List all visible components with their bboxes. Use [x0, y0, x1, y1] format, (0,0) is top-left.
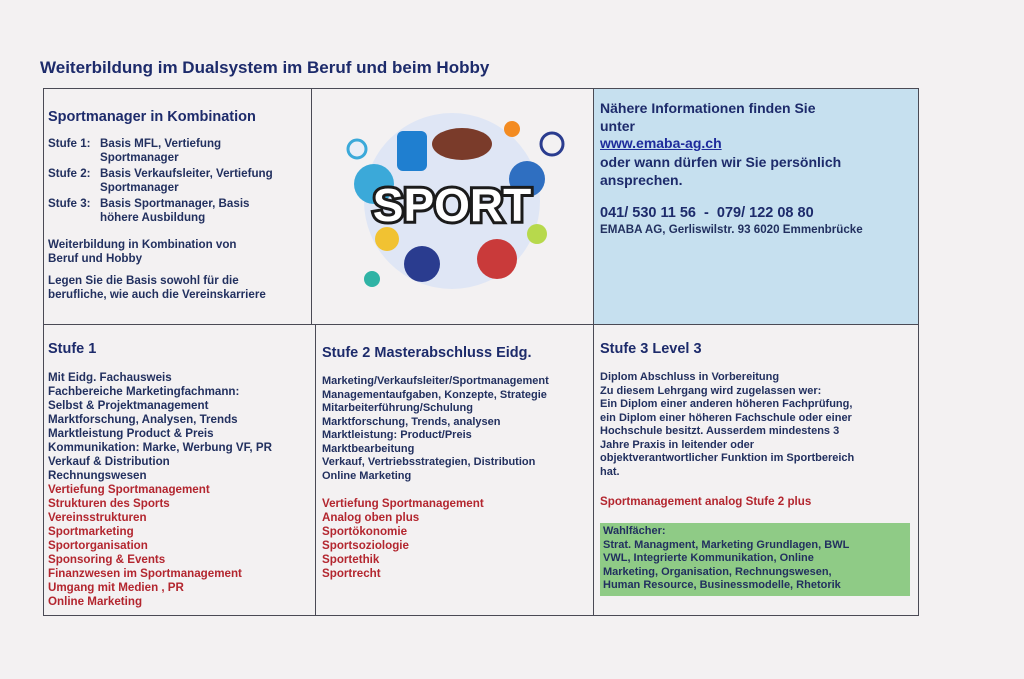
list-item: Fachbereiche Marketingfachmann:	[48, 385, 240, 398]
stufe-label: Stufe 3:	[48, 197, 91, 210]
list-item: Sportmarketing	[48, 525, 134, 538]
stufe-text: Basis MFL, Vertiefung	[100, 137, 222, 150]
contact-line: oder wann dürfen wir Sie persönlich	[600, 154, 842, 170]
list-item: Kommunikation: Marke, Werbung VF, PR	[48, 441, 272, 454]
sport-illustration	[312, 89, 593, 324]
stufe1-heading: Stufe 1	[48, 341, 97, 357]
stufe-text: Sportmanager	[100, 181, 179, 194]
stufe-label: Stufe 1:	[48, 137, 91, 150]
stufe-text: Basis Verkaufsleiter, Vertiefung	[100, 167, 273, 180]
list-item: Strat. Managment, Marketing Grundlagen, BWL	[603, 538, 850, 551]
list-item: Sportrecht	[322, 567, 381, 580]
stufe2-red-list	[322, 497, 589, 581]
list-item: objektverantwortlicher Funktion im Sportbereich	[600, 452, 855, 464]
stufe2-cell	[316, 325, 593, 615]
list-item: Zu diesem Lehrgang wird zugelassen wer:	[600, 384, 822, 397]
list-item: Sponsoring & Events	[48, 553, 166, 566]
ball-icon	[404, 246, 440, 282]
list-item: Marktleistung Product & Preis	[48, 427, 214, 440]
list-item: Marktforschung, Analysen, Trends	[48, 413, 238, 426]
contact-line: ansprechen.	[600, 172, 683, 188]
page-title: Weiterbildung im Dualsystem im Beruf und beim Hobby	[40, 58, 490, 77]
kombination-heading: Sportmanager in Kombination	[48, 109, 256, 125]
backpack-icon	[397, 131, 427, 171]
wahlfaecher-box	[600, 523, 910, 596]
list-item: Sportsoziologie	[322, 539, 409, 552]
list-item: Marktforschung, Trends, analysen	[322, 415, 501, 428]
stufe-text: Basis Sportmanager, Basis	[100, 197, 250, 210]
contact-cell	[594, 89, 918, 324]
ball-icon	[477, 239, 517, 279]
sport-illustration-cell	[312, 89, 593, 324]
wahlfaecher-title: Wahlfächer:	[603, 525, 666, 537]
list-item: Marketing/Verkaufsleiter/Sportmanagement	[322, 375, 549, 387]
list-item: Managementaufgaben, Konzepte, Strategie	[322, 388, 547, 401]
list-item: VWL, Integrierte Kommunikation, Online	[603, 552, 814, 564]
list-item: Finanzwesen im Sportmanagement	[48, 567, 242, 580]
stufe-item	[48, 137, 305, 165]
stufe3-heading: Stufe 3 Level 3	[600, 341, 702, 357]
contact-line: Nähere Informationen finden Sie	[600, 100, 816, 116]
list-item: Umgang mit Medien , PR	[48, 581, 184, 594]
football-icon	[432, 128, 492, 160]
list-item: Rechnungswesen	[48, 469, 147, 482]
kombination-paragraph: Legen Sie die Basis sowohl für die berufliche, wie auch die Vereinskarriere	[48, 274, 266, 301]
stufe1-list	[48, 371, 311, 609]
stufe-item	[48, 167, 305, 195]
contact-line: unter	[600, 118, 635, 134]
list-item: Verkauf, Vertriebsstrategien, Distribution	[322, 456, 536, 468]
list-item: Jahre Praxis in leitender oder	[600, 438, 755, 451]
wheel-icon	[348, 140, 366, 158]
list-item: Vereinsstrukturen	[48, 511, 147, 524]
website-link[interactable]: www.emaba-ag.ch	[600, 135, 722, 151]
list-item: Marktleistung: Product/Preis	[322, 429, 472, 441]
info-grid	[43, 88, 919, 616]
stufe-text: höhere Ausbildung	[100, 211, 206, 224]
list-item: Marktbearbeitung	[322, 442, 415, 455]
list-item: Marketing, Organisation, Rechnungswesen,	[603, 565, 832, 578]
list-item: Human Resource, Businessmodelle, Rhetorik	[603, 579, 841, 591]
list-item: Vertiefung Sportmanagement	[48, 483, 210, 496]
list-item: Ein Diplom einer anderen höheren Fachprüfung,	[600, 398, 853, 410]
list-item: Selbst & Projektmanagement	[48, 399, 209, 412]
stufe3-red-line: Sportmanagement analog Stufe 2 plus	[600, 495, 812, 508]
kombination-paragraph: Weiterbildung in Kombination von Beruf und Hobby	[48, 238, 237, 265]
list-item: Online Marketing	[322, 469, 412, 482]
list-item: hat.	[600, 465, 620, 478]
list-item: Analog oben plus	[322, 511, 420, 524]
list-item: Sportorganisation	[48, 539, 148, 552]
ball-icon	[504, 121, 520, 137]
stufen-list	[48, 137, 305, 225]
sport-logo-text: SPORT	[372, 179, 532, 231]
address: EMABA AG, Gerliswilstr. 93 6020 Emmenbrücke	[600, 223, 863, 236]
list-item: ein Diplom einer höheren Fachschule oder einer	[600, 411, 852, 424]
list-item: Sportökonomie	[322, 525, 408, 538]
list-item: Online Marketing	[48, 595, 143, 608]
stufe-label: Stufe 2:	[48, 167, 91, 180]
list-item: Hochschule besitzt. Ausserdem mindestens 3	[600, 425, 840, 437]
stufe3-cell	[594, 325, 918, 615]
list-item: Diplom Abschluss in Vorbereitung	[600, 371, 780, 383]
list-item: Verkauf & Distribution	[48, 455, 170, 468]
stufe2-list	[322, 375, 589, 483]
wheel-icon	[541, 133, 563, 155]
stufe-text: Sportmanager	[100, 151, 179, 164]
stufe3-list	[600, 371, 914, 479]
ball-icon	[364, 271, 380, 287]
list-item: Mit Eidg. Fachausweis	[48, 371, 172, 384]
list-item: Strukturen des Sports	[48, 497, 170, 510]
list-item: Sportethik	[322, 553, 380, 566]
stufe-item	[48, 197, 305, 225]
list-item: Mitarbeiterführung/Schulung	[322, 402, 473, 414]
kombination-cell	[44, 89, 311, 324]
stufe1-cell	[44, 325, 315, 615]
phone-numbers: 041/ 530 11 56 - 079/ 122 08 80	[600, 205, 814, 221]
stufe2-heading: Stufe 2 Masterabschluss Eidg.	[322, 345, 532, 361]
list-item: Vertiefung Sportmanagement	[322, 497, 484, 510]
